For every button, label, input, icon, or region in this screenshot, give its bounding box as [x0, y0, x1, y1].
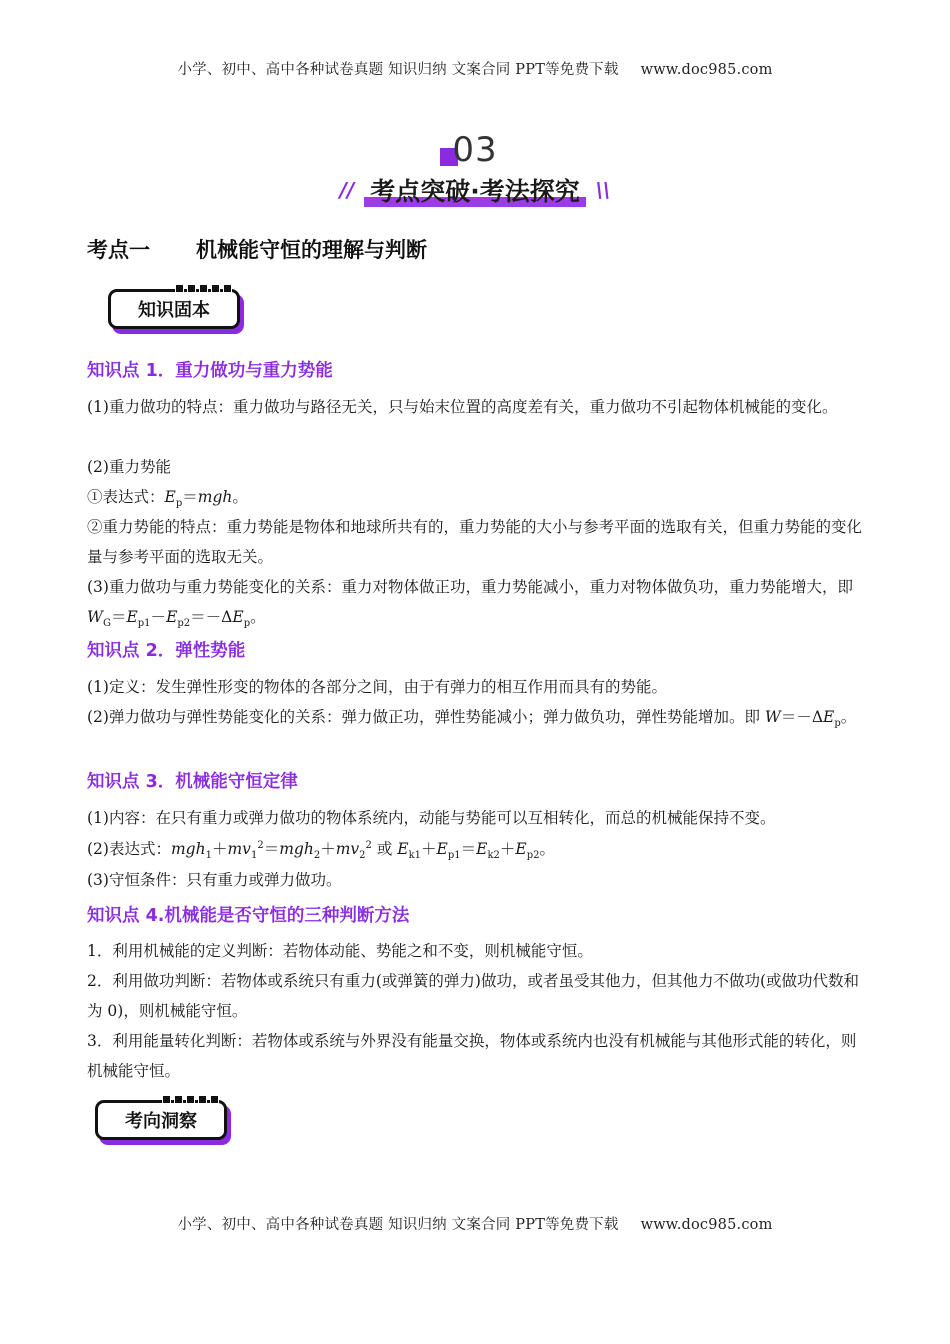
- page-header: [0, 58, 950, 79]
- kp4-line3: 3．利用能量转化判断：若物体或系统与外界没有能量交换，物体或系统内也没有机械能与其他形式能的转化，则机械能守恒。: [87, 1032, 857, 1080]
- knowledge-badge: [108, 289, 244, 333]
- kp1-line4: ②重力势能的特点：重力势能是物体和地球所共有的，重力势能的大小与参考平面的选取有关，但重力势能的变化量与参考平面的选取无关。: [87, 518, 863, 566]
- kp1-line3: ①表达式：$E_p=mgh$。: [87, 488, 248, 510]
- insight-badge: [95, 1100, 231, 1144]
- topic-title: 机械能守恒的理解与判断: [196, 238, 427, 262]
- page-footer: [0, 1213, 950, 1234]
- section-number: 03: [452, 130, 498, 170]
- kp2-line2: (2)弹力做功与弹性势能变化的关系：弹力做正功，弹性势能减小；弹力做负功，弹性势能增加。即 $W=-\Delta E_p$。: [87, 708, 857, 730]
- kp1-line5: (3)重力做功与重力势能变化的关系：重力对物体做正功，重力势能减小，重力对物体做负功，重力势能增大，即 $W_G=E_{p1}-E_{p2}=-\Delta E_p$。: [87, 578, 853, 630]
- section-banner: [0, 172, 950, 208]
- header-url[interactable]: www.doc985.com: [640, 62, 773, 78]
- kp4-line1: 1．利用机械能的定义判断：若物体动能、势能之和不变，则机械能守恒。: [87, 942, 593, 960]
- header-text: 小学、初中、高中各种试卷真题 知识归纳 文案合同 PPT等免费下载: [177, 62, 619, 78]
- kp1-line1: (1)重力做功的特点：重力做功与路径无关，只与始末位置的高度差有关，重力做功不引起物体机械能的变化。: [87, 398, 838, 416]
- kp3-line3: (3)守恒条件：只有重力或弹力做功。: [87, 871, 342, 889]
- kp3-line1: (1)内容：在只有重力或弹力做功的物体系统内，动能与势能可以互相转化，而总的机械能保持不变。: [87, 809, 776, 827]
- footer-url[interactable]: www.doc985.com: [640, 1217, 773, 1233]
- kp1-line2: (2)重力势能: [87, 458, 171, 476]
- kp4-line2: 2．利用做功判断：若物体或系统只有重力(或弹簧的弹力)做功，或者虽受其他力，但其他力不做功(或做功代数和为 0)，则机械能守恒。: [87, 972, 860, 1020]
- kp3-title: 知识点 3．机械能守恒定律: [87, 772, 298, 792]
- footer-text: 小学、初中、高中各种试卷真题 知识归纳 文案合同 PPT等免费下载: [177, 1217, 619, 1233]
- kp4-title: 知识点 4.机械能是否守恒的三种判断方法: [87, 906, 410, 926]
- kp2-title: 知识点 2．弹性势能: [87, 641, 246, 661]
- insight-badge-label: 考向洞察: [125, 1111, 197, 1132]
- topic-label: 考点一: [87, 238, 150, 262]
- kp1-title: 知识点 1．重力做功与重力势能: [87, 361, 333, 381]
- section-number-block: [0, 130, 950, 170]
- banner-slash-right: \\: [595, 178, 611, 202]
- kp3-line2: (2)表达式：$mgh_1+mv_1^2=mgh_2+mv_2^2$ 或 $E_{k1}+E_{p1}=E_{k2}+E_{p2}$。: [87, 839, 556, 862]
- banner-slash-left: //: [339, 178, 355, 202]
- kp2-line1: (1)定义：发生弹性形变的物体的各部分之间，由于有弹力的相互作用而具有的势能。: [87, 678, 667, 696]
- section-title: 考点突破·考法探究: [370, 177, 580, 206]
- knowledge-badge-label: 知识固本: [138, 300, 210, 321]
- topic-heading: [87, 234, 427, 264]
